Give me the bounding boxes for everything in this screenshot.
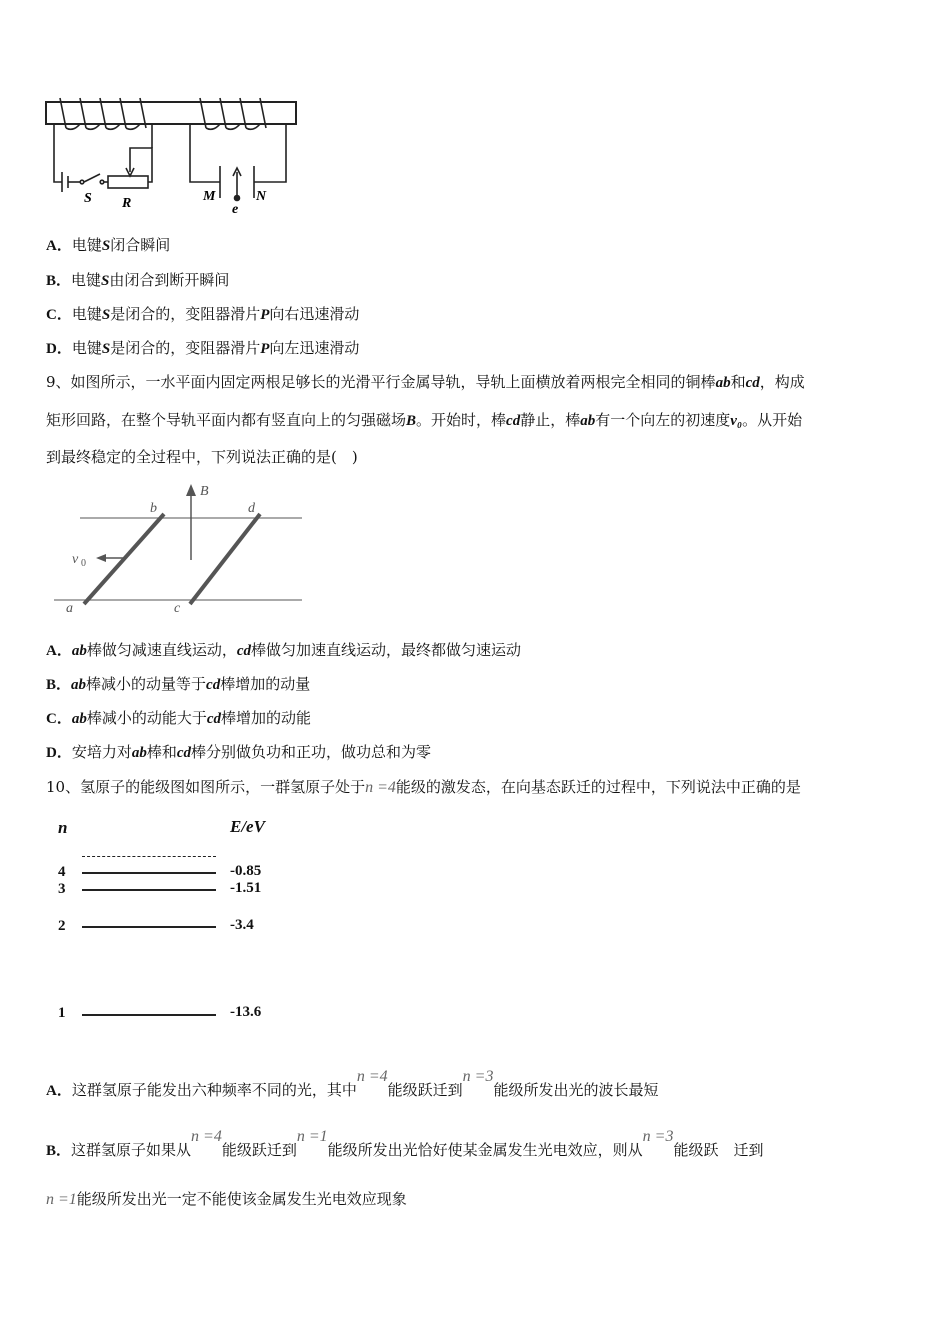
label-m: M <box>203 189 216 204</box>
energy-n2: -3.4 <box>230 917 254 933</box>
label-B: B <box>200 484 209 499</box>
level-line-2 <box>82 926 216 928</box>
level-line-4 <box>82 872 216 874</box>
q8-option-b: B．电键S由闭合到断开瞬间 <box>46 271 230 289</box>
rod-cd <box>190 514 260 604</box>
label-v: v <box>72 552 79 567</box>
infinity-level-line <box>82 856 216 857</box>
rod-ab <box>84 514 164 604</box>
label-c: c <box>174 601 181 616</box>
velocity-arrowhead <box>96 554 106 562</box>
q8-option-d: D．电键S是闭合的，变阻器滑片P向左迅速滑动 <box>46 339 360 357</box>
n-header: n <box>58 818 68 837</box>
q9-stem-line3: 到最终稳定的全过程中，下列说法正确的是( ) <box>46 448 358 466</box>
q8-option-c: C．电键S是闭合的，变阻器滑片P向右迅速滑动 <box>46 305 360 323</box>
energy-n4: -0.85 <box>230 863 262 879</box>
q9-option-b: B．ab棒减小的动量等于cd棒增加的动量 <box>46 675 311 693</box>
left-circuit <box>54 124 152 192</box>
solenoid-circuit-figure <box>40 92 305 217</box>
energy-n1: -13.6 <box>230 1004 262 1020</box>
label-e: e <box>232 202 239 217</box>
q10-option-a: A．这群氢原子能发出六种频率不同的光，其中n =4能级跃迁到n =3能级所发出光的波长最短 <box>46 1068 659 1099</box>
energy-header: E/eV <box>230 817 265 836</box>
level-n1: 1 <box>58 1005 66 1021</box>
label-n: N <box>256 189 267 204</box>
label-s: S <box>84 191 92 206</box>
level-n3: 3 <box>58 881 66 897</box>
q10-stem: 10、氢原子的能级图如图所示，一群氢原子处于n =4能级的激发态，在向基态跃迁的过程中，下列说法中正确的是 <box>46 778 801 796</box>
q9-option-c: C．ab棒减小的动能大于cd棒增加的动能 <box>46 709 312 727</box>
q10-option-b-line2: n =1能级所发出光一定不能使该金属发生光电效应现象 <box>46 1190 407 1208</box>
level-n4: 4 <box>58 864 66 880</box>
energy-n3: -1.51 <box>230 880 262 896</box>
q9-option-d: D．安培力对ab棒和cd棒分别做负功和正功，做功总和为零 <box>46 743 432 761</box>
q9-stem-line1: 9、如图所示，一水平面内固定两根足够长的光滑平行金属导轨，导轨上面横放着两根完全相同的铜棒ab和cd，构成 <box>46 373 805 391</box>
label-b: b <box>150 501 157 516</box>
q8-option-a: A．电键S闭合瞬间 <box>46 236 171 254</box>
q9-option-a: A．ab棒做匀减速直线运动，cd棒做匀加速直线运动，最终都做匀速运动 <box>46 641 522 659</box>
label-v-sub: 0 <box>81 558 86 569</box>
level-n2: 2 <box>58 918 66 934</box>
label-a: a <box>66 601 73 616</box>
rails-figure <box>50 478 310 618</box>
q10-option-b-line1: B．这群氢原子如果从n =4能级跃迁到n =1能级所发出光恰好使某金属发生光电效应，则从n =3能级跃 迁到 <box>46 1128 764 1159</box>
b-field-arrowhead <box>186 484 196 496</box>
level-line-1 <box>82 1014 216 1016</box>
level-line-3 <box>82 889 216 891</box>
q9-stem-line2: 矩形回路，在整个导轨平面内都有竖直向上的匀强磁场B。开始时，棒cd静止，棒ab有一个向左的初速度v₀。从开始 <box>46 411 803 429</box>
label-r: R <box>122 196 132 211</box>
label-d: d <box>248 501 255 516</box>
